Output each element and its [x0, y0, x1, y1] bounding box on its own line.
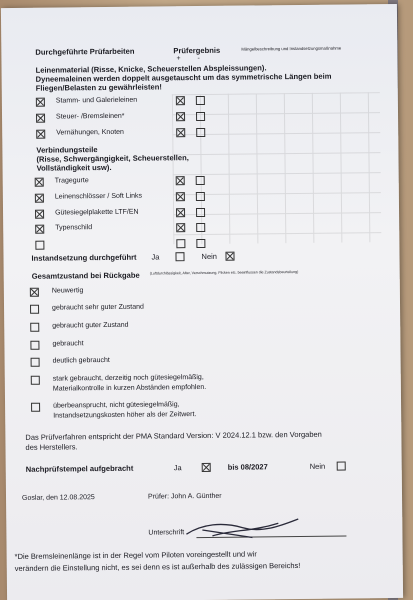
verbindung-row-check-plus[interactable] [176, 192, 185, 201]
inspection-form-page [1, 4, 403, 600]
leinen-heading-3: Fliegen/Belasten zu gewährleisten! [35, 82, 162, 93]
zustand-option-label-2: Instandsetzungskosten höher als der Zeitwert. [53, 411, 197, 420]
pma-line-2: des Herstellers. [25, 442, 78, 452]
verbindung-row-check-done[interactable] [35, 225, 44, 234]
instandsetzung-ja-label: Ja [151, 252, 160, 262]
instandsetzung-label: Instandsetzung durchgeführt [31, 252, 137, 263]
verbindung-row-check-done[interactable] [35, 210, 44, 219]
place-date: Goslar, den 12.08.2025 [21, 494, 95, 502]
zustand-option-checkbox[interactable] [31, 358, 40, 367]
verbindung-row-check-done[interactable] [35, 194, 44, 203]
instandsetzung-nein-label: Nein [201, 251, 217, 262]
plus-label: + [176, 55, 181, 63]
verbindung-heading-2: (Risse, Schwergängigkeit, Scheuerstellen, [36, 153, 189, 164]
verbindung-row-check-minus[interactable] [196, 208, 205, 217]
leinen-item-label: Stamm- und Galerieleinen [55, 96, 138, 105]
verbindung-row-check-done[interactable] [35, 241, 44, 250]
instandsetzung-ja-checkbox[interactable] [175, 252, 184, 261]
leinen-row-check-done[interactable] [36, 98, 45, 107]
verbindung-row-check-minus[interactable] [196, 223, 205, 232]
leinen-row-check-plus[interactable] [176, 128, 185, 137]
zustand-option-label: stark gebraucht, derzeitig noch gütesiegelmäßig, [52, 373, 204, 383]
verbindung-item-label: Leinenschlösser / Soft Links [54, 192, 143, 201]
leinen-item-label: Steuer- /Bremsleinen* [56, 112, 125, 121]
verbindung-row-check-plus[interactable] [176, 176, 185, 185]
verbindung-heading-1: Verbindungsteile [36, 145, 98, 155]
leinen-heading-1: Leinenmaterial (Risse, Knicke, Scheuerstellen Abspleissungen). [35, 63, 267, 75]
leinen-row-check-plus[interactable] [176, 96, 185, 105]
footnote-line-1: *Die Bremsleinenlänge ist in der Regel vom Piloten voreingestellt und wir [14, 549, 257, 561]
footnote-line-2: verändern die Einstellung nicht, es sei denn es ist außerhalb des zulässigen Bereichs! [14, 560, 301, 573]
leinen-heading-2: Dyneemaleinen werden doppelt ausgetauscht um das symmetrische Längen beim [35, 71, 332, 84]
zustand-option-checkbox[interactable] [30, 288, 39, 297]
minus-label: - [197, 55, 200, 63]
zustand-option-label: Neuwertig [51, 287, 84, 295]
zustand-option-checkbox[interactable] [30, 341, 39, 350]
stempel-ja-label: Ja [173, 463, 182, 473]
verbindung-row-check-plus[interactable] [176, 239, 185, 248]
zustand-option-label-2: Materialkontrolle in kurzen Abständen empfohlen. [52, 383, 207, 393]
instandsetzung-nein-checkbox[interactable] [225, 252, 234, 261]
verbindung-row-check-minus[interactable] [196, 176, 205, 185]
zustand-option-label: überbeansprucht, nicht gütesiegelmäßig, [53, 401, 180, 410]
leinen-row-check-done[interactable] [36, 114, 45, 123]
zustand-option-checkbox[interactable] [31, 403, 40, 412]
pruefer-name: Prüfer: John A. Günther [147, 492, 222, 501]
column-header-pruefarbeiten: Durchgeführte Prüfarbeiten [35, 46, 135, 57]
stempel-nein-label: Nein [309, 461, 326, 471]
leinen-item-label: Vernähungen, Knoten [56, 128, 124, 137]
handwritten-signature [182, 513, 302, 544]
stempel-ja-checkbox[interactable] [202, 463, 211, 472]
zustand-option-label: gebraucht guter Zustand [52, 321, 129, 330]
stempel-nein-checkbox[interactable] [337, 462, 346, 471]
unterschrift-label: Unterschrift [148, 529, 185, 537]
stempel-date: bis 08/2027 [227, 462, 268, 472]
verbindung-row-check-minus[interactable] [196, 192, 205, 201]
verbindung-item-label: Typenschild [55, 224, 93, 232]
zustand-option-label: deutlich gebraucht [52, 356, 110, 365]
column-header-pruefergebnis: Prüfergebnis [173, 45, 221, 56]
stempel-label: Nachprüfstempel aufgebracht [25, 463, 134, 474]
gesamtzustand-note: (Luftdurchlässigkeit, Alter, Verschmutzung, Flicken etc. beeinflussen die Zustandsbeurteilung) [149, 269, 299, 276]
column-header-maengel: Mängelbeschreibung und Instandsetzungsmaßnahme [241, 45, 342, 52]
zustand-option-label: gebraucht [52, 340, 84, 348]
leinen-row-check-minus[interactable] [196, 128, 205, 137]
gesamtzustand-heading: Gesamtzustand bei Rückgabe [31, 270, 140, 281]
zustand-option-label: gebraucht sehr guter Zustand [52, 303, 144, 312]
verbindung-row-check-plus[interactable] [176, 223, 185, 232]
verbindung-heading-3: Vollständigkeit usw). [36, 162, 112, 173]
verbindung-item-label: Gütesiegelplakette LTF/EN [55, 208, 139, 217]
leinen-row-check-minus[interactable] [196, 112, 205, 121]
zustand-option-checkbox[interactable] [30, 323, 39, 332]
verbindung-row-check-done[interactable] [35, 178, 44, 187]
verbindung-row-check-plus[interactable] [176, 208, 185, 217]
zustand-option-checkbox[interactable] [31, 376, 40, 385]
pma-line-1: Das Prüfverfahren entspricht der PMA Standard Version: V 2024.12.1 bzw. den Vorgaben [25, 429, 322, 442]
verbindung-item-label: Tragegurte [54, 177, 89, 185]
verbindung-row-check-minus[interactable] [196, 239, 205, 248]
leinen-row-check-done[interactable] [36, 130, 45, 139]
leinen-row-check-plus[interactable] [176, 112, 185, 121]
zustand-option-checkbox[interactable] [30, 305, 39, 314]
leinen-row-check-minus[interactable] [196, 96, 205, 105]
